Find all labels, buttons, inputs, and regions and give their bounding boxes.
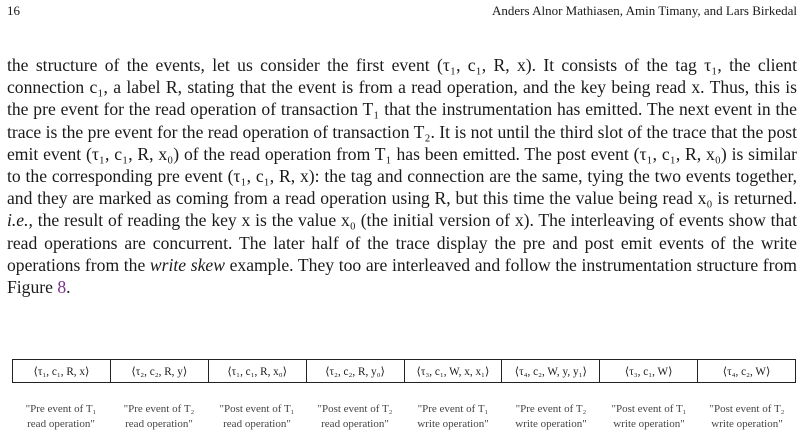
trace-label-6-line-2: write operation" [515, 418, 587, 430]
page-number: 16 [7, 3, 20, 18]
paragraph-part-1: the structure of the events, let us consider the first event (τ₁, c₁, R, x). It consists of the tag τ₁, the client connection c₁, a label R, stating that the event is from a read operation, and the key being read x. Thus, this is the pre event for the read operation of transaction T₁ that the instrumentation has emitted. The next event in the trace is the pre event for the read operation of transaction T₂. It is not until the third slot of the trace that the post emit event (τ₁, c₁, R, x₀) of the read operation from T₁ has been emitted. The post event (τ₁, c₁, R, x₀) is similar to the corresponding pre event (τ₁, c₁, R, x): the tag and connection are the same, tying the two events together, and they are marked as coming from a read operation using R, but this time the value being read x₀ is returned. [7, 55, 797, 209]
trace-event-3: ⟨τ₁, c₁, R, x₀⟩ [209, 360, 307, 382]
running-header [7, 3, 797, 21]
trace-event-6: ⟨τ₄, c₂, W, y, y₁⟩ [502, 360, 600, 382]
paragraph-end: . [66, 277, 71, 298]
trace-label-3-line-2: read operation" [223, 418, 291, 430]
trace-label-2 [110, 402, 208, 432]
trace-event-7: ⟨τ₃, c₁, W⟩ [600, 360, 698, 382]
trace-label-3-line-1: "Post event of T₁ [219, 403, 295, 415]
trace-label-8 [698, 402, 796, 432]
trace-label-1-line-2: read operation" [27, 418, 95, 430]
trace-label-6-line-1: "Pre event of T₂ [515, 403, 587, 415]
trace-label-2-line-2: read operation" [125, 418, 193, 430]
trace-label-1 [12, 402, 110, 432]
paragraph-part-2: the result of reading the key x is the value x₀ (the initial version of x). The interleaving of events show that read operations are concurrent. The later half of the trace display the pre and post emit events of the write operations from the [7, 210, 797, 275]
trace-event-8: ⟨τ₄, c₂, W⟩ [722, 365, 771, 378]
trace-label-row [12, 402, 796, 432]
trace-label-2-line-1: "Pre event of T₂ [123, 403, 195, 415]
trace-label-7 [600, 402, 698, 432]
trace-label-8-line-2: write operation" [711, 418, 783, 430]
paragraph-text [7, 54, 797, 298]
trace-event-1: ⟨τ₁, c₁, R, x⟩ [13, 360, 111, 382]
trace-label-6 [502, 402, 600, 432]
ie-abbrev: i.e., [7, 210, 33, 231]
trace-label-3 [208, 402, 306, 432]
trace-event-5: ⟨τ₃, c₁, W, x, x₁⟩ [405, 360, 503, 382]
trace-label-8-line-1: "Post event of T₂ [709, 403, 785, 415]
write-skew-term: write skew [149, 254, 225, 275]
running-authors: Anders Alnor Mathiasen, Amin Timany, and Lars Birkedal [492, 3, 797, 18]
trace-label-5-line-1: "Pre event of T₁ [417, 403, 489, 415]
trace-label-5 [404, 402, 502, 432]
trace-label-4-line-2: read operation" [321, 418, 389, 430]
body-paragraph [7, 54, 797, 298]
trace-event-2: ⟨τ₂, c₂, R, y⟩ [111, 360, 209, 382]
trace-label-4 [306, 402, 404, 432]
paragraph-part-3: example. They too are interleaved and follow the instrumentation structure from Figure [7, 254, 797, 298]
trace-label-7-line-1: "Post event of T₁ [611, 403, 687, 415]
trace-label-7-line-2: write operation" [613, 418, 685, 430]
trace-label-1-line-1: "Pre event of T₁ [25, 403, 97, 415]
trace-label-5-line-2: write operation" [417, 418, 489, 430]
figure-reference-link[interactable]: 8 [57, 277, 67, 298]
trace-event-4: ⟨τ₂, c₂, R, y₀⟩ [307, 360, 405, 382]
trace-label-4-line-1: "Post event of T₂ [317, 403, 393, 415]
trace-event-row [12, 359, 796, 383]
